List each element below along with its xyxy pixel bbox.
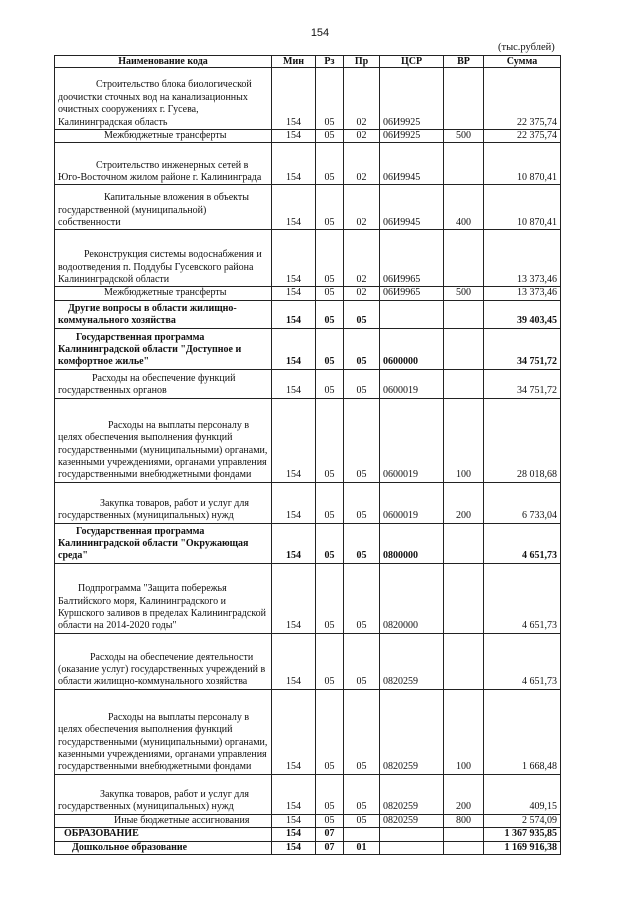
row-min: 154 xyxy=(272,828,316,841)
row-csr: 0600019 xyxy=(380,398,444,482)
row-csr: 0600019 xyxy=(380,482,444,523)
row-vr: 200 xyxy=(444,774,484,814)
row-name: Строительство блока биологической доочистки сточных вод на канализационных очистных сооружениях г. Гусева, Калининградская область xyxy=(55,68,272,130)
row-vr xyxy=(444,230,484,287)
row-rz: 05 xyxy=(316,814,344,827)
units-label: (тыс.рублей) xyxy=(498,42,555,53)
row-pr: 05 xyxy=(344,563,380,633)
row-vr: 200 xyxy=(444,482,484,523)
row-csr xyxy=(380,300,444,328)
row-sum: 6 733,04 xyxy=(484,482,561,523)
table-row xyxy=(55,300,561,328)
row-sum: 4 651,73 xyxy=(484,563,561,633)
budget-table xyxy=(54,55,561,855)
row-rz: 05 xyxy=(316,68,344,130)
header-sum: Сумма xyxy=(484,56,561,68)
row-min: 154 xyxy=(272,300,316,328)
row-min: 154 xyxy=(272,68,316,130)
row-min: 154 xyxy=(272,774,316,814)
row-name: ОБРАЗОВАНИЕ xyxy=(55,828,272,841)
table-row xyxy=(55,563,561,633)
row-pr: 05 xyxy=(344,774,380,814)
row-name: Межбюджетные трансферты xyxy=(55,287,272,300)
row-rz: 05 xyxy=(316,633,344,689)
row-min: 154 xyxy=(272,328,316,369)
row-rz: 05 xyxy=(316,143,344,185)
row-csr xyxy=(380,841,444,854)
row-name: Закупка товаров, работ и услуг для государственных (муниципальных) нужд xyxy=(55,774,272,814)
row-sum: 34 751,72 xyxy=(484,328,561,369)
row-name: Расходы на обеспечение функций государственных органов xyxy=(55,369,272,398)
row-sum: 13 373,46 xyxy=(484,230,561,287)
row-pr: 02 xyxy=(344,230,380,287)
row-rz: 05 xyxy=(316,774,344,814)
row-csr: 0820259 xyxy=(380,689,444,774)
row-sum: 2 574,09 xyxy=(484,814,561,827)
row-sum: 1 169 916,38 xyxy=(484,841,561,854)
row-csr: 06И9965 xyxy=(380,287,444,300)
row-sum: 1 367 935,85 xyxy=(484,828,561,841)
row-sum: 22 375,74 xyxy=(484,68,561,130)
row-vr xyxy=(444,563,484,633)
row-csr: 06И9945 xyxy=(380,143,444,185)
row-pr: 02 xyxy=(344,287,380,300)
row-rz: 05 xyxy=(316,398,344,482)
row-min: 154 xyxy=(272,841,316,854)
table-row xyxy=(55,482,561,523)
row-name: Межбюджетные трансферты xyxy=(55,130,272,143)
row-csr: 0820259 xyxy=(380,774,444,814)
row-name: Государственная программа Калининградской области "Доступное и комфортное жилье" xyxy=(55,328,272,369)
row-pr: 02 xyxy=(344,143,380,185)
row-vr: 500 xyxy=(444,130,484,143)
header-pr: Пр xyxy=(344,56,380,68)
table-row xyxy=(55,68,561,130)
row-vr: 100 xyxy=(444,689,484,774)
row-sum: 4 651,73 xyxy=(484,523,561,563)
header-min: Мин xyxy=(272,56,316,68)
table-row xyxy=(55,369,561,398)
header-row xyxy=(55,56,561,68)
row-sum: 4 651,73 xyxy=(484,633,561,689)
row-vr xyxy=(444,369,484,398)
row-name: Строительство инженерных сетей в Юго-Восточном жилом районе г. Калининграда xyxy=(55,143,272,185)
row-name: Закупка товаров, работ и услуг для государственных (муниципальных) нужд xyxy=(55,482,272,523)
row-sum: 409,15 xyxy=(484,774,561,814)
row-pr: 05 xyxy=(344,369,380,398)
table-row xyxy=(55,523,561,563)
row-min: 154 xyxy=(272,130,316,143)
row-vr xyxy=(444,143,484,185)
row-sum: 39 403,45 xyxy=(484,300,561,328)
row-sum: 22 375,74 xyxy=(484,130,561,143)
row-csr: 0600000 xyxy=(380,328,444,369)
table-row xyxy=(55,398,561,482)
row-name: Государственная программа Калининградской области "Окружающая среда" xyxy=(55,523,272,563)
table-row xyxy=(55,814,561,827)
row-pr: 05 xyxy=(344,633,380,689)
row-name: Расходы на выплаты персоналу в целях обеспечения выполнения функций государственными (муниципальными) органами, казенными учреждениями, органами управления государственными внебюджетными фондами xyxy=(55,398,272,482)
row-min: 154 xyxy=(272,633,316,689)
row-name: Расходы на выплаты персоналу в целях обеспечения выполнения функций государственными (муниципальными) органами, казенными учреждениями, органами управления государственными внебюджетными фондами xyxy=(55,689,272,774)
row-pr: 02 xyxy=(344,130,380,143)
row-rz: 05 xyxy=(316,185,344,230)
table-row xyxy=(55,230,561,287)
row-csr: 06И9945 xyxy=(380,185,444,230)
row-csr: 0820259 xyxy=(380,814,444,827)
row-rz: 05 xyxy=(316,523,344,563)
row-vr: 100 xyxy=(444,398,484,482)
table-row xyxy=(55,287,561,300)
table-row xyxy=(55,689,561,774)
row-min: 154 xyxy=(272,287,316,300)
table-row xyxy=(55,841,561,854)
row-name: Капитальные вложения в объекты государственной (муниципальной) собственности xyxy=(55,185,272,230)
row-min: 154 xyxy=(272,143,316,185)
row-pr: 05 xyxy=(344,689,380,774)
row-vr xyxy=(444,828,484,841)
page-number: 154 xyxy=(310,27,330,39)
row-rz: 05 xyxy=(316,482,344,523)
row-sum: 28 018,68 xyxy=(484,398,561,482)
row-name: Расходы на обеспечение деятельности (оказание услуг) государственных учреждений в области жилищно-коммунального хозяйства xyxy=(55,633,272,689)
row-vr xyxy=(444,841,484,854)
row-vr: 500 xyxy=(444,287,484,300)
row-sum: 1 668,48 xyxy=(484,689,561,774)
row-min: 154 xyxy=(272,689,316,774)
row-name: Подпрограмма "Защита побережья Балтийского моря, Калининградского и Куршского заливов в пределах Калининградской области на 2014-2020 годы" xyxy=(55,563,272,633)
table-row xyxy=(55,328,561,369)
row-rz: 05 xyxy=(316,328,344,369)
header-vr: ВР xyxy=(444,56,484,68)
row-sum: 13 373,46 xyxy=(484,287,561,300)
row-pr: 05 xyxy=(344,814,380,827)
row-sum: 34 751,72 xyxy=(484,369,561,398)
table-row xyxy=(55,633,561,689)
row-pr: 02 xyxy=(344,185,380,230)
row-min: 154 xyxy=(272,482,316,523)
row-rz: 05 xyxy=(316,369,344,398)
row-sum: 10 870,41 xyxy=(484,185,561,230)
row-pr: 05 xyxy=(344,300,380,328)
row-csr: 06И9925 xyxy=(380,130,444,143)
row-csr xyxy=(380,828,444,841)
row-rz: 05 xyxy=(316,300,344,328)
row-csr: 0820000 xyxy=(380,563,444,633)
row-vr: 800 xyxy=(444,814,484,827)
row-name: Другие вопросы в области жилищно-коммунального хозяйства xyxy=(55,300,272,328)
row-pr: 02 xyxy=(344,68,380,130)
row-rz: 05 xyxy=(316,130,344,143)
row-pr: 05 xyxy=(344,328,380,369)
header-csr: ЦСР xyxy=(380,56,444,68)
row-min: 154 xyxy=(272,563,316,633)
row-rz: 07 xyxy=(316,828,344,841)
row-vr xyxy=(444,633,484,689)
row-vr xyxy=(444,523,484,563)
row-pr: 05 xyxy=(344,398,380,482)
row-rz: 05 xyxy=(316,563,344,633)
row-min: 154 xyxy=(272,185,316,230)
header-name: Наименование кода xyxy=(55,56,272,68)
row-rz: 05 xyxy=(316,287,344,300)
row-pr: 05 xyxy=(344,523,380,563)
header-rz: Рз xyxy=(316,56,344,68)
row-min: 154 xyxy=(272,814,316,827)
row-vr xyxy=(444,328,484,369)
row-csr: 0600019 xyxy=(380,369,444,398)
table-row xyxy=(55,828,561,841)
row-name: Иные бюджетные ассигнования xyxy=(55,814,272,827)
row-name: Дошкольное образование xyxy=(55,841,272,854)
row-sum: 10 870,41 xyxy=(484,143,561,185)
row-rz: 05 xyxy=(316,689,344,774)
table-row xyxy=(55,130,561,143)
table-row xyxy=(55,774,561,814)
row-name: Реконструкция системы водоснабжения и водоотведения п. Поддубы Гусевского района Калининградской области xyxy=(55,230,272,287)
row-vr: 400 xyxy=(444,185,484,230)
row-rz: 07 xyxy=(316,841,344,854)
row-pr: 05 xyxy=(344,482,380,523)
table-row xyxy=(55,185,561,230)
row-csr: 0820259 xyxy=(380,633,444,689)
table-row xyxy=(55,143,561,185)
row-vr xyxy=(444,300,484,328)
row-csr: 06И9925 xyxy=(380,68,444,130)
row-csr: 06И9965 xyxy=(380,230,444,287)
row-csr: 0800000 xyxy=(380,523,444,563)
row-min: 154 xyxy=(272,230,316,287)
row-rz: 05 xyxy=(316,230,344,287)
row-vr xyxy=(444,68,484,130)
row-pr xyxy=(344,828,380,841)
row-pr: 01 xyxy=(344,841,380,854)
row-min: 154 xyxy=(272,398,316,482)
row-min: 154 xyxy=(272,369,316,398)
row-min: 154 xyxy=(272,523,316,563)
